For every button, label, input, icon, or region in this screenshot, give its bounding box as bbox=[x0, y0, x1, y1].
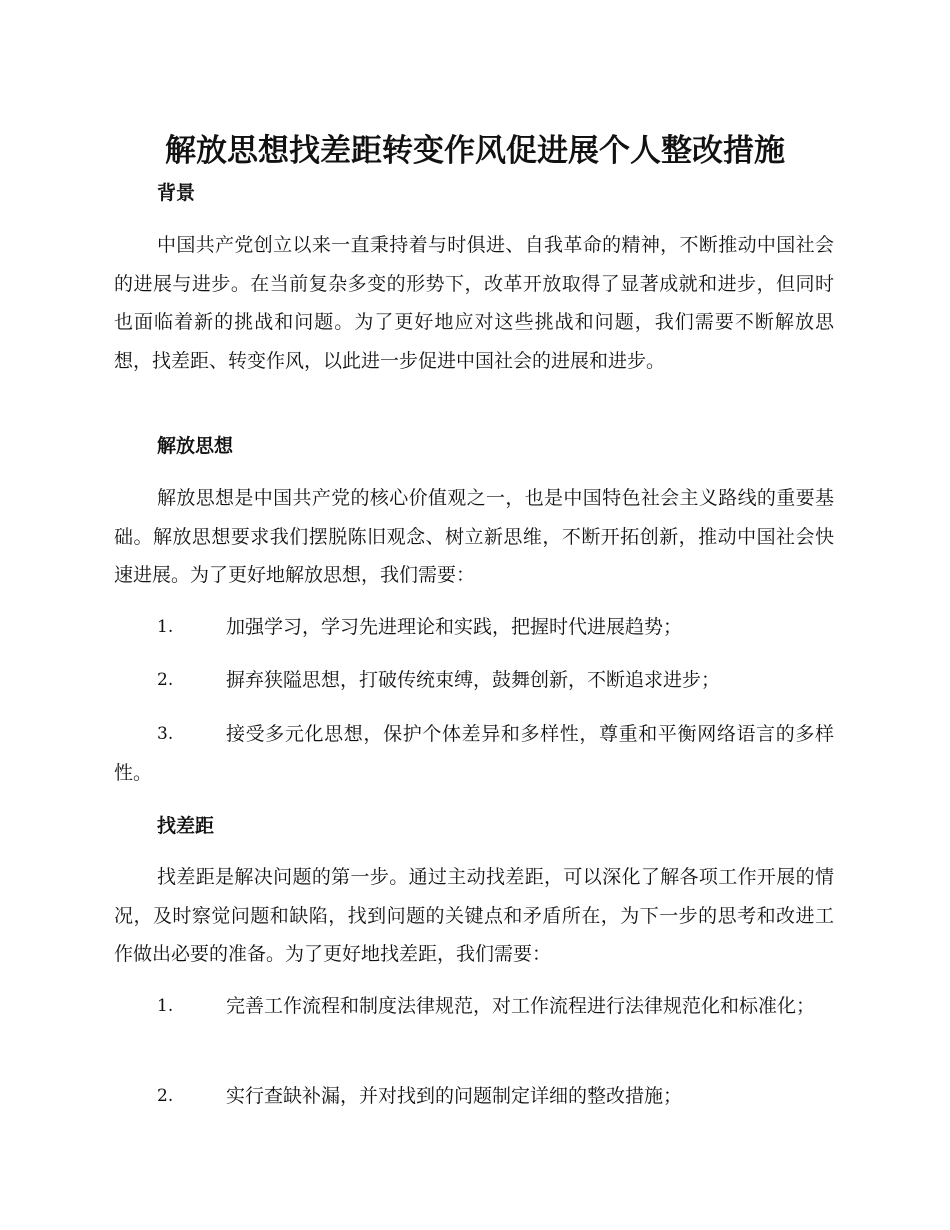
list-item-number: 1. bbox=[157, 996, 174, 1016]
list-item-number: 1. bbox=[157, 617, 174, 637]
list-item bbox=[114, 661, 834, 700]
list-item bbox=[114, 608, 834, 647]
section-paragraph-background: 中国共产党创立以来一直秉持着与时俱进、自我革命的精神，不断推动中国社会的进展与进步。在当前复杂多变的形势下，改革开放取得了显著成就和进步，但同时也面临着新的挑战和问题。为了更好地应对这些挑战和问题，我们需要不断解放思想，找差距、转变作风，以此进一步促进中国社会的进展和进步。 bbox=[114, 234, 834, 372]
list-item-text: 摒弃狭隘思想，打破传统束缚，鼓舞创新，不断追求进步； bbox=[226, 669, 721, 691]
document-title: 解放思想找差距转变作风促进展个人整改措施 bbox=[165, 133, 785, 169]
list-item-number: 3. bbox=[157, 724, 174, 744]
section-heading-emancipate-mind: 解放思想 bbox=[157, 435, 234, 457]
list-item-text: 接受多元化思想，保护个体差异和多样性，尊重和平衡网络语言的多样性。 bbox=[114, 723, 834, 784]
list-item-text: 实行查缺补漏，并对找到的问题制定详细的整改措施； bbox=[226, 1085, 683, 1107]
list-item bbox=[114, 1077, 834, 1116]
section-paragraph-emancipate-mind: 解放思想是中国共产党的核心价值观之一，也是中国特色社会主义路线的重要基础。解放思想要求我们摆脱陈旧观念、树立新思维，不断开拓创新，推动中国社会快速进展。为了更好地解放思想，我们需要： bbox=[114, 487, 834, 586]
list-item bbox=[114, 987, 834, 1026]
list-item-number: 2. bbox=[157, 670, 174, 690]
section-heading-background: 背景 bbox=[157, 182, 196, 204]
list-item-text: 加强学习，学习先进理论和实践，把握时代进展趋势； bbox=[226, 616, 683, 638]
list-item-text: 完善工作流程和制度法律规范，对工作流程进行法律规范化和标准化； bbox=[226, 995, 816, 1017]
list-item-number: 2. bbox=[157, 1086, 174, 1106]
section-heading-find-gaps: 找差距 bbox=[157, 815, 215, 837]
section-paragraph-find-gaps: 找差距是解决问题的第一步。通过主动找差距，可以深化了解各项工作开展的情况，及时察觉问题和缺陷，找到问题的关键点和矛盾所在，为下一步的思考和改进工作做出必要的准备。为了更好地找差距，我们需要： bbox=[114, 866, 834, 965]
list-item bbox=[114, 715, 834, 792]
